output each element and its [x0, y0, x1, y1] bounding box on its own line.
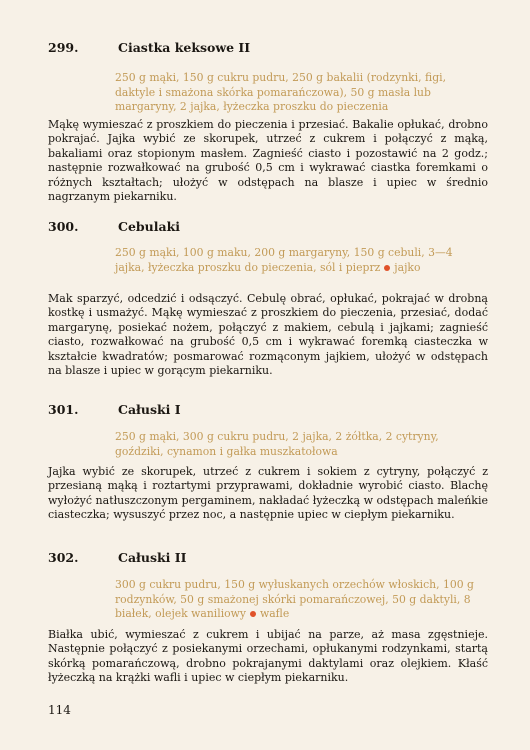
- recipe-ingredients: [115, 246, 485, 275]
- recipe-instructions: Jajka wybić ze skorupek, utrzeć z cukrem i sokiem z cytryny, połączyć z przesianą mąką i roztartymi przyprawami, dokładnie wyrobić ciasto. Blachę wyłożyć natłuszczonym pergaminem, nakładać łyżeczką w odstępach maleńkie ciasteczka; wysuszyć przez noc, a następnie upiec w ciepłym piekarniku.: [48, 465, 488, 522]
- recipe-ingredients: [115, 578, 485, 622]
- ingredients-extra: wafle: [260, 607, 290, 621]
- recipe-number: 301.: [48, 402, 79, 417]
- ingredients-text: 300 g cukru pudru, 150 g wyłuskanych orzechów włoskich, 100 g rodzynków, 50 g smażonej skórki pomarańczowej, 50 g daktyli, 8 białek, olejek waniliowy: [115, 578, 474, 621]
- ingredients-text: 250 g mąki, 100 g maku, 200 g margaryny, 150 g cebuli, 3—4 jajka, łyżeczka proszku do pieczenia, sól i pieprz: [115, 246, 453, 274]
- recipe-number: 302.: [48, 550, 79, 565]
- recipe-number: 300.: [48, 219, 79, 234]
- recipe-ingredients: 250 g mąki, 150 g cukru pudru, 250 g bakalii (rodzynki, figi, daktyle i smażona skórka pomarańczowa), 50 g masła lub margaryny, 2 jajka, łyżeczka proszku do pieczenia: [115, 71, 447, 114]
- ingredients-extra: jajko: [394, 260, 421, 274]
- recipe-number: 299.: [48, 40, 79, 55]
- recipe-title: Cebulaki: [118, 219, 180, 234]
- recipe-title: Całuski I: [118, 402, 181, 417]
- recipe-instructions: Mąkę wymieszać z proszkiem do pieczenia i przesiać. Bakalie opłukać, drobno pokrajać. Jajka wybić ze skorupek, utrzeć z cukrem i połączyć z mąką, bakaliami oraz stopionym masłem. Zagnieść ciasto i pozostawić na 2 godz.; następnie rozwałkować na grubość 0,5 cm i wykrawać ciastka foremkami o różnych kształtach; ułożyć w odstępach na blasze i upiec w średnio nagrzanym piekarniku.: [48, 118, 488, 204]
- recipe-instructions: Białka ubić, wymieszać z cukrem i ubijać na parze, aż masa zgęstnieje. Następnie połączyć z posiekanymi orzechami, opłukanymi rodzynkami, startą skórką pomarańczową, drobno pokrajanymi daktylami oraz olejkiem. Kłaść łyżeczką na krążki wafli i upiec w ciepłym piekarniku.: [48, 628, 488, 685]
- recipe-title: Ciastka keksowe II: [118, 40, 251, 55]
- page-number: 114: [48, 703, 71, 717]
- bullet-dot-icon: [384, 265, 390, 271]
- recipe-ingredients: 250 g mąki, 300 g cukru pudru, 2 jajka, 2 żółtka, 2 cytryny, goździki, cynamon i gałka muszkatołowa: [115, 430, 439, 458]
- recipe-title: Całuski II: [118, 550, 187, 565]
- recipe-instructions: Mak sparzyć, odcedzić i odsączyć. Cebulę obrać, opłukać, pokrajać w drobną kostkę i usmażyć. Mąkę wymieszać z proszkiem do pieczenia, przesiać, dodać margarynę, posiekać nożem, połączyć z makiem, cebulą i jajkami; zagnieść ciasto, rozwałkować na grubość 0,5 cm i wykrawać foremką ciasteczka w kształcie kwadratów; posmarować rozmąconym jajkiem, ułożyć w odstępach na blasze i upiec w gorącym piekarniku.: [48, 292, 488, 378]
- bullet-dot-icon: [250, 611, 256, 617]
